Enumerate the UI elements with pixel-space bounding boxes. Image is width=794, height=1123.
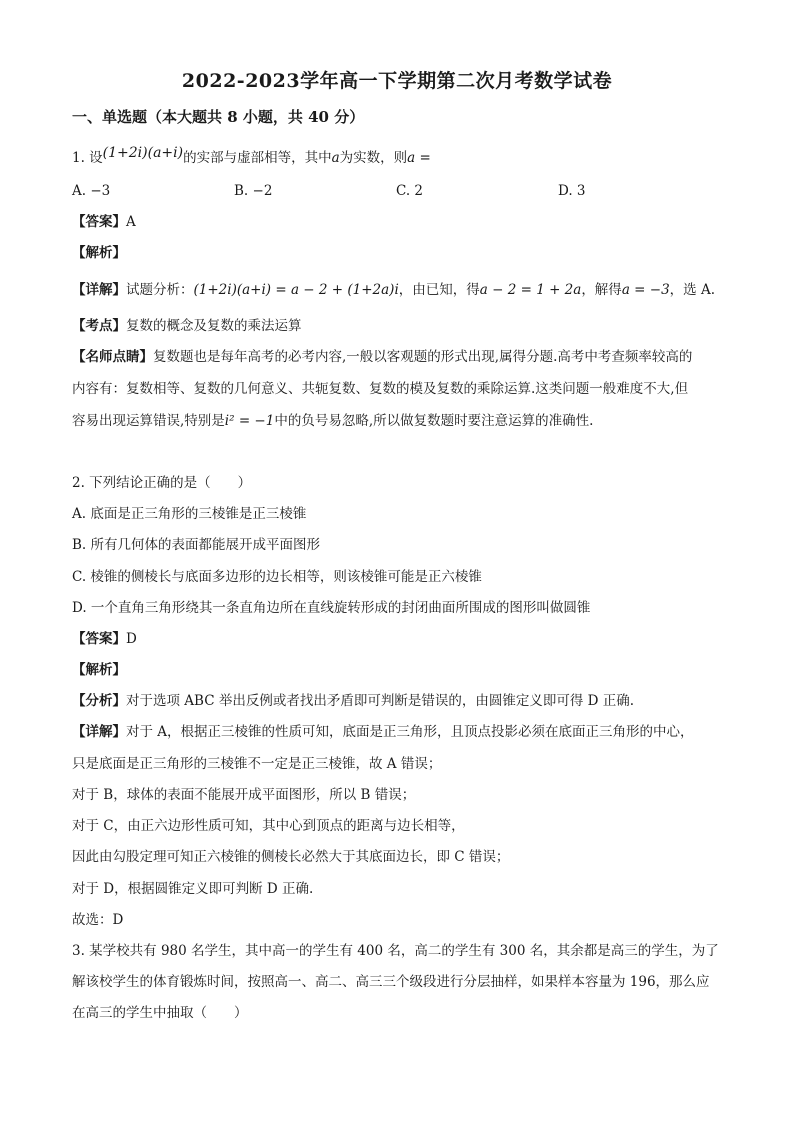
q2-detail-line-6: 对于 D，根据圆锥定义即可判断 D 正确. <box>72 881 314 897</box>
q2-stem: 2. 下列结论正确的是（ ） <box>72 475 252 491</box>
q1-option-a: A. −3 <box>72 183 111 199</box>
q2-fenxi: 【分析】对于选项 ABC 举出反例或者找出矛盾即可判断是错误的，由圆锥定义即可得 D 正确. <box>72 693 635 709</box>
q1-option-c: C. 2 <box>396 183 424 199</box>
q1-teacher-line-3: 容易出现运算错误,特别是i² = −1中的负号易忽略,所以做复数题时要注意运算的准确性. <box>72 413 594 429</box>
q3-line-1: 3. 某学校共有 980 名学生，其中高一的学生有 400 名，高二的学生有 300 名，其余都是高三的学生，为了 <box>72 943 719 959</box>
q2-detail-line-1: 【详解】对于 A，根据正三棱锥的性质可知，底面是正三角形，且顶点投影必须在底面正三角形的中心， <box>72 724 694 740</box>
q1-point: 【考点】复数的概念及复数的乘法运算 <box>72 318 302 334</box>
q1-detail: 【详解】试题分析：(1+2i)(a+i) = a − 2 + (1+2a)i，由已知，得a − 2 = 1 + 2a，解得a = −3，选 A. <box>72 282 715 298</box>
q2-answer: 【答案】D <box>72 631 137 647</box>
q2-detail-line-2: 只是底面是正三角形的三棱锥不一定是正三棱锥，故 A 错误； <box>72 756 442 772</box>
q1-analysis-label: 【解析】 <box>72 245 126 261</box>
q2-choice: 故选：D <box>72 912 124 928</box>
q2-option-a: A. 底面是正三角形的三棱锥是正三棱锥 <box>72 506 307 522</box>
q1-teacher-line-2: 内容有：复数相等、复数的几何意义、共轭复数、复数的模及复数的乘除运算.这类问题一般难度不大,但 <box>72 381 689 397</box>
q1-option-b: B. −2 <box>234 183 273 199</box>
q1-expression: (1+2i)(a+i) <box>102 145 184 161</box>
q1-stem: 1. 设(1+2i)(a+i)的实部与虚部相等，其中a为实数，则a = <box>72 145 431 166</box>
q3-line-2: 解该校学生的体育锻炼时间，按照高一、高二、高三三个级段进行分层抽样，如果样本容量为 196，那么应 <box>72 974 710 990</box>
q2-option-c: C. 棱锥的侧棱长与底面多边形的边长相等，则该棱锥可能是正六棱锥 <box>72 569 482 585</box>
q3-line-3: 在高三的学生中抽取（ ） <box>72 1005 248 1021</box>
q2-detail-line-5: 因此由勾股定理可知正六棱锥的侧棱长必然大于其底面边长，即 C 错误； <box>72 849 510 865</box>
q2-detail-line-4: 对于 C，由正六边形性质可知，其中心到顶点的距离与边长相等， <box>72 818 465 834</box>
q1-teacher-line-1: 【名师点睛】复数题也是每年高考的必考内容,一般以客观题的形式出现,属得分题.高考中考查频率较高的 <box>72 349 693 365</box>
q1-option-d: D. 3 <box>558 183 586 199</box>
q2-detail-line-3: 对于 B，球体的表面不能展开成平面图形，所以 B 错误； <box>72 787 416 803</box>
section-heading: 一、单选题（本大题共 8 小题，共 40 分） <box>72 108 365 126</box>
q1-answer: 【答案】A <box>72 214 136 230</box>
q2-option-d: D. 一个直角三角形绕其一条直角边所在直线旋转形成的封闭曲面所围成的图形叫做圆锥 <box>72 600 591 616</box>
q2-option-b: B. 所有几何体的表面都能展开成平面图形 <box>72 537 321 553</box>
q2-analysis-label: 【解析】 <box>72 662 126 678</box>
page-title: 2022-2023学年高一下学期第二次月考数学试卷 <box>181 70 613 92</box>
